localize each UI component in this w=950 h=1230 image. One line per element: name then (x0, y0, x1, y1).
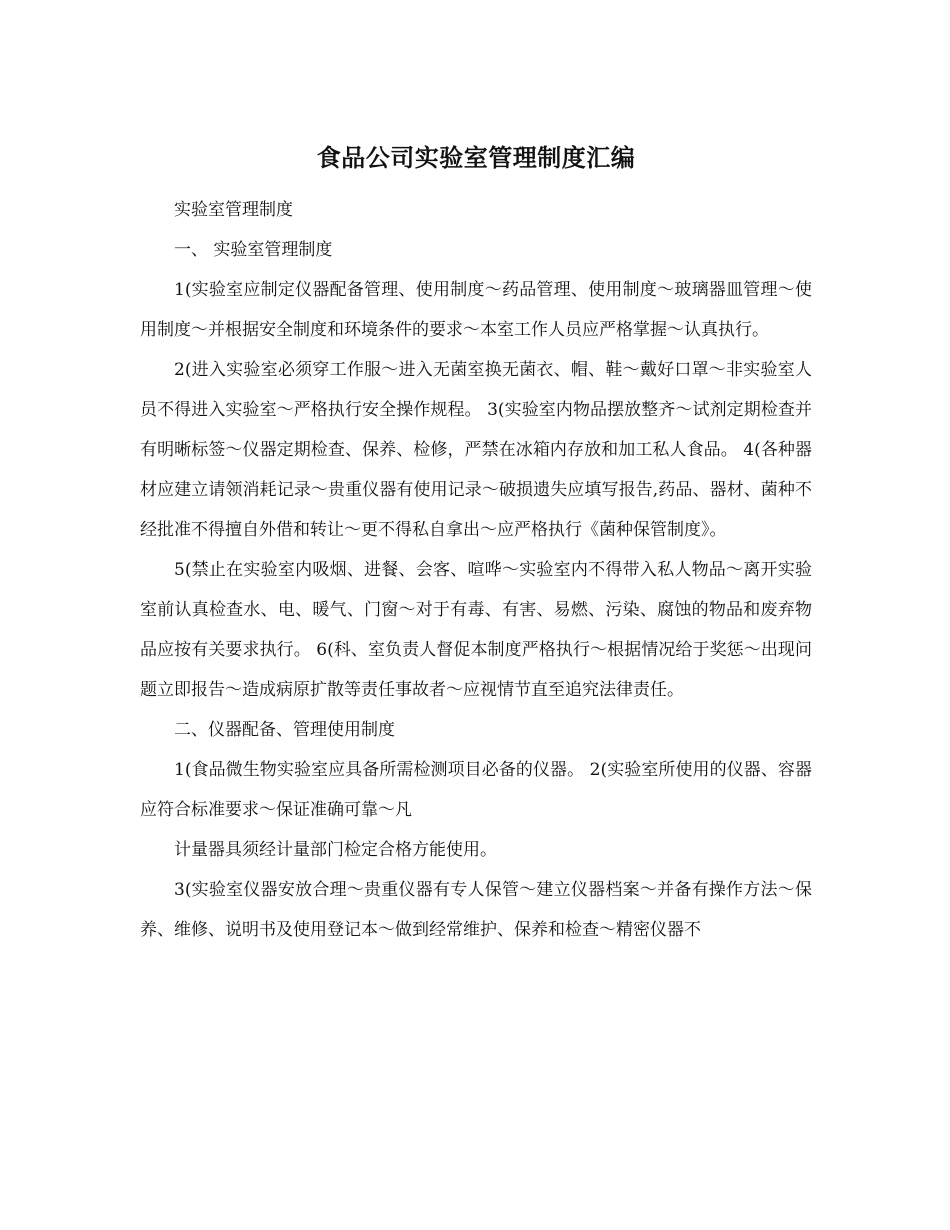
body-paragraph: 1(实验室应制定仪器配备管理、使用制度～药品管理、使用制度～玻璃器皿管理～使用制度～并根据安全制度和环境条件的要求～本室工作人员应严格掌握～认真执行。 (140, 280, 812, 340)
section-heading: 二、仪器配备、管理使用制度 (174, 720, 395, 740)
section-heading: 实验室管理制度 (174, 200, 293, 220)
body-paragraph: 1(食品微生物实验室应具备所需检测项目必备的仪器。 2(实验室所使用的仪器、容器应符合标准要求～保证准确可靠～凡 (140, 760, 812, 820)
section-heading: 一、 实验室管理制度 (174, 240, 333, 260)
document-title: 食品公司实验室管理制度汇编 (316, 143, 636, 172)
body-paragraph: 计量器具须经计量部门检定合格方能使用。 (174, 840, 497, 860)
body-paragraph: 3(实验室仪器安放合理～贵重仪器有专人保管～建立仪器档案～并备有操作方法～保养、维修、说明书及使用登记本～做到经常维护、保养和检查～精密仪器不 (140, 880, 812, 940)
body-paragraph: 5(禁止在实验室内吸烟、进餐、会客、喧哗～实验室内不得带入私人物品～离开实验室前认真检查水、电、暖气、门窗～对于有毒、有害、易燃、污染、腐蚀的物品和废弃物品应按有关要求执行。 6(科、室负责人督促本制度严格执行～根据情况给于奖惩～出现问题立即报告～造成病原扩散等责任事故者～应视情节直至追究法律责任。 (140, 560, 812, 700)
document-page (140, 140, 812, 950)
body-paragraph: 2(进入实验室必须穿工作服～进入无菌室换无菌衣、帽、鞋～戴好口罩～非实验室人员不得进入实验室～严格执行安全操作规程。 3(实验室内物品摆放整齐～试剂定期检查并有明晰标签～仪器定期检查、保养、检修，严禁在冰箱内存放和加工私人食品。 4(各种器材应建立请领消耗记录～贵重仪器有使用记录～破损遗失应填写报告,药品、器材、菌种不经批准不得擅自外借和转让～更不得私自拿出～应严格执行《菌种保管制度》。 (140, 360, 812, 540)
